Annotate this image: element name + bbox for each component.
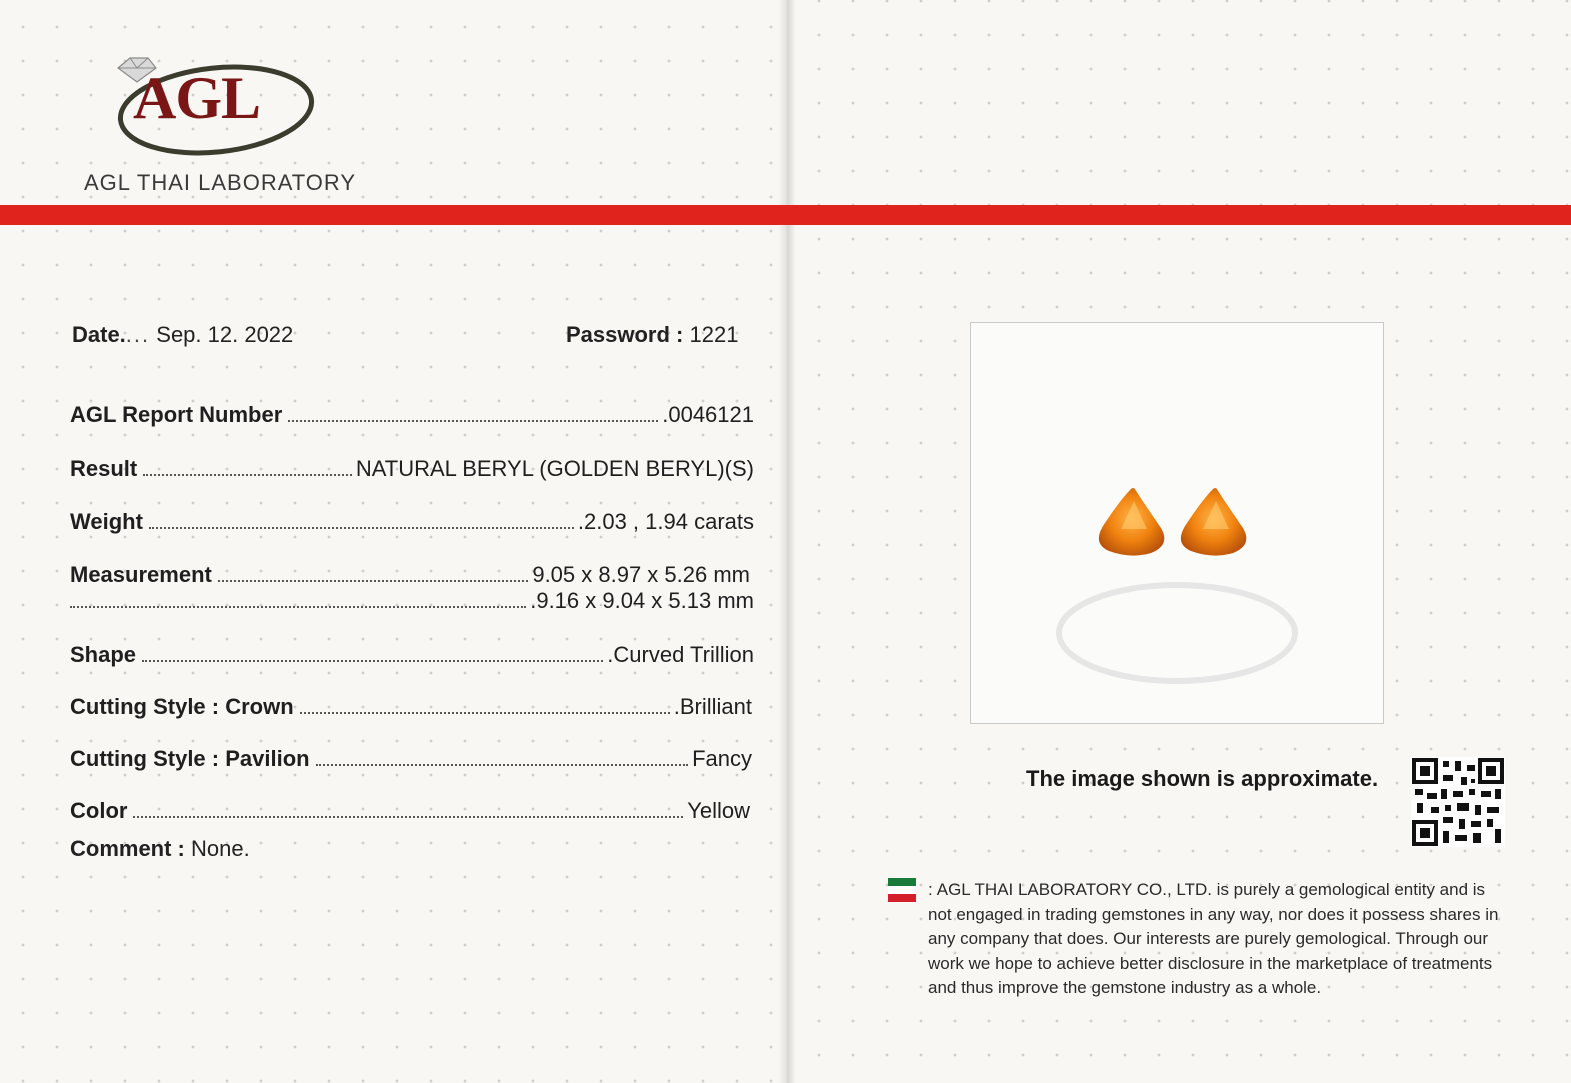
row-value: .9.16 x 9.04 x 5.13 mm (530, 588, 754, 613)
row-value: Yellow (687, 798, 750, 823)
red-band (0, 205, 1571, 225)
book-spine (778, 0, 796, 1083)
report-date (72, 322, 293, 348)
row-label: Color (70, 798, 128, 823)
gemstone-left (1099, 488, 1164, 556)
disclaimer-body: AGL THAI LABORATORY CO., LTD. is purely a gemological entity and is not engaged in trading gemstones in any way, nor does it possess shares in any company that does. Our interests are purely gemological. Through our work we hope to achieve better disclosure in the marketplace of treatments and thus improve the gemstone industry as a whole. (928, 880, 1499, 997)
date-label: Date. (72, 322, 126, 347)
row-label: Cutting Style : Crown (70, 694, 294, 719)
row-shape (70, 642, 754, 668)
row-label: AGL Report Number (70, 402, 283, 427)
row-report-number (70, 402, 754, 428)
row-value: .Curved Trillion (607, 642, 754, 667)
row-label: Weight (70, 509, 143, 534)
comment-label: Comment : (70, 836, 185, 861)
row-measurement (70, 562, 750, 588)
row-label: Cutting Style : Pavilion (70, 746, 310, 771)
logo-wordmark: AGL (133, 65, 261, 131)
row-value: .Brilliant (673, 694, 752, 719)
row-label: Shape (70, 642, 137, 667)
disclaimer-text (928, 878, 1508, 1001)
row-crown (70, 694, 752, 720)
gemstone-photo (970, 322, 1384, 724)
row-value: .0046121 (662, 402, 754, 427)
qr-code-icon[interactable] (1411, 757, 1505, 847)
date-value: Sep. 12. 2022 (156, 322, 294, 347)
disclaimer-prefix: : (928, 880, 933, 899)
gemstone-right (1181, 488, 1246, 556)
row-label: Result (70, 456, 138, 481)
date-dots: ... (125, 322, 151, 347)
row-value: 9.05 x 8.97 x 5.26 mm (532, 562, 750, 587)
row-value: .2.03 , 1.94 carats (577, 509, 754, 534)
row-pavilion (70, 746, 752, 772)
report-password (566, 322, 738, 348)
password-label: Password : (566, 322, 684, 347)
image-note: The image shown is approximate. (1026, 766, 1379, 791)
password-value: 1221 (689, 322, 739, 347)
row-weight (70, 509, 754, 535)
row-label: Measurement (70, 562, 212, 587)
comment (70, 836, 250, 862)
lab-name: AGL THAI LABORATORY (84, 170, 357, 195)
row-result (70, 456, 754, 482)
row-value: NATURAL BERYL (GOLDEN BERYL)(S) (355, 456, 754, 481)
row-color (70, 798, 750, 824)
row-measurement-2 (70, 588, 754, 614)
comment-value: None. (191, 836, 250, 861)
row-value: Fancy (692, 746, 752, 771)
flag-icon (888, 878, 916, 902)
